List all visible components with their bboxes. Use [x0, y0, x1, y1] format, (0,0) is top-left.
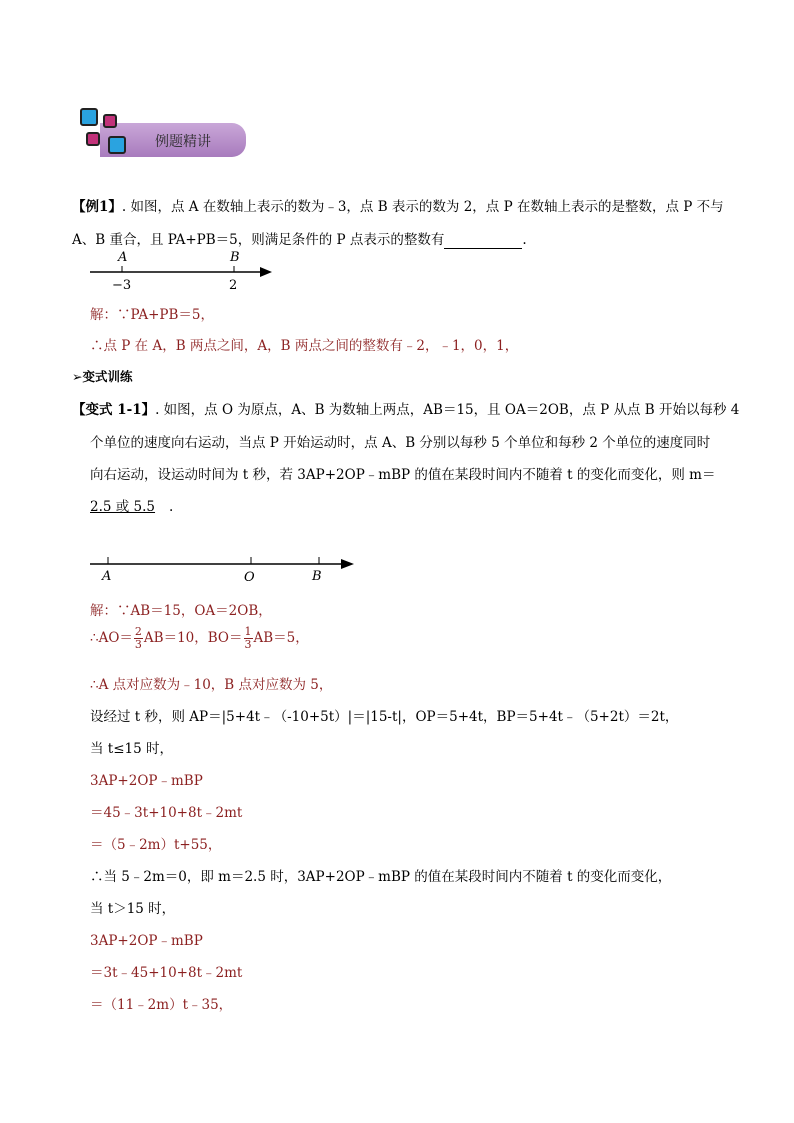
point-a-label: A: [102, 569, 112, 584]
solution-line: ∴点 P 在 A，B 两点之间，A，B 两点之间的整数有﹣2，﹣1，0，1，: [90, 338, 519, 354]
point-o-label: O: [244, 570, 255, 585]
variant-line1: 【变式 1-1】. 如图，点 O 为原点，A、B 为数轴上两点，AB＝15，且 OA＝2OB，点 P 从点 B 开始以每秒 4: [72, 402, 740, 418]
logo-square-icon: [86, 132, 100, 146]
solution-line: ＝（11﹣2m）t﹣35，: [90, 997, 233, 1013]
solution-line: ∴AO＝ $\frac{2}{3}$ AB＝10，BO＝ $\frac{1}{3}$ AB＝5，: [90, 625, 309, 651]
point-a-value: −3: [112, 278, 132, 293]
solution-line: ＝45﹣3t+10+8t﹣2mt: [90, 805, 243, 821]
variant-line2: 个单位的速度向右运动，当点 P 开始运动时，点 A、B 分别以每秒 5 个单位和每秒 2 个单位的速度同时: [90, 435, 711, 451]
point-b-label: B: [312, 569, 322, 584]
example1-label: 【例1】: [72, 199, 122, 215]
answer-text: 2.5 或 5.5: [90, 499, 156, 515]
arrow-icon: [341, 559, 354, 569]
solution-line: 3AP+2OP﹣mBP: [90, 773, 203, 789]
solution-line: ∴当 5﹣2m＝0，即 m＝2.5 时，3AP+2OP﹣mBP 的值在某段时间内不随着 t 的变化而变化，: [90, 869, 672, 885]
point-b-label: B: [230, 250, 240, 265]
point-a-label: A: [118, 250, 128, 265]
solution-line: ∴A 点对应数为﹣10，B 点对应数为 5，: [90, 677, 333, 693]
solution-line: ＝（5﹣2m）t+55，: [90, 837, 222, 853]
variant-line3: 向右运动，设运动时间为 t 秒，若 3AP+2OP﹣mBP 的值在某段时间内不随着 t 的变化而变化，则 m＝: [90, 467, 716, 483]
solution-line: 3AP+2OP﹣mBP: [90, 933, 203, 949]
solution-line: 解：∵AB＝15，OA＝2OB，: [90, 603, 272, 619]
point-b-value: 2: [229, 278, 238, 293]
logo-square-icon: [80, 108, 98, 126]
solution-line: 当 t≤15 时，: [90, 741, 173, 757]
fraction: $\frac{2}{3}$: [134, 625, 142, 651]
variant-heading: ➢变式训练: [72, 369, 133, 384]
logo-square-icon: [103, 114, 117, 128]
example1-line1: 【例1】. 如图，点 A 在数轴上表示的数为﹣3，点 B 表示的数为 2，点 P 在数轴上表示的是整数，点 P 不与: [72, 199, 724, 215]
solution-line: 设经过 t 秒，则 AP＝|5+4t﹣（-10+5t）|＝|15-t|，OP＝5+4t，BP＝5+4t﹣（5+2t）＝2t，: [90, 709, 679, 725]
answer-blank: [444, 232, 522, 249]
logo-square-icon: [108, 136, 126, 154]
fraction: $\frac{1}{3}$: [244, 625, 252, 651]
arrow-icon: [260, 267, 272, 277]
variant-label: 【变式 1-1】: [72, 402, 156, 418]
solution-line: ＝3t﹣45+10+8t﹣2mt: [90, 965, 243, 981]
solution-line: 当 t＞15 时，: [90, 901, 176, 917]
solution-line: 解：∵PA+PB＝5，: [90, 307, 214, 323]
example1-line2: A、B 重合，且 PA+PB＝5，则满足条件的 P 点表示的整数有 .: [72, 232, 527, 248]
section-title: 例题精讲: [155, 134, 211, 150]
variant-line4: 2.5 或 5.5 .: [90, 499, 174, 515]
